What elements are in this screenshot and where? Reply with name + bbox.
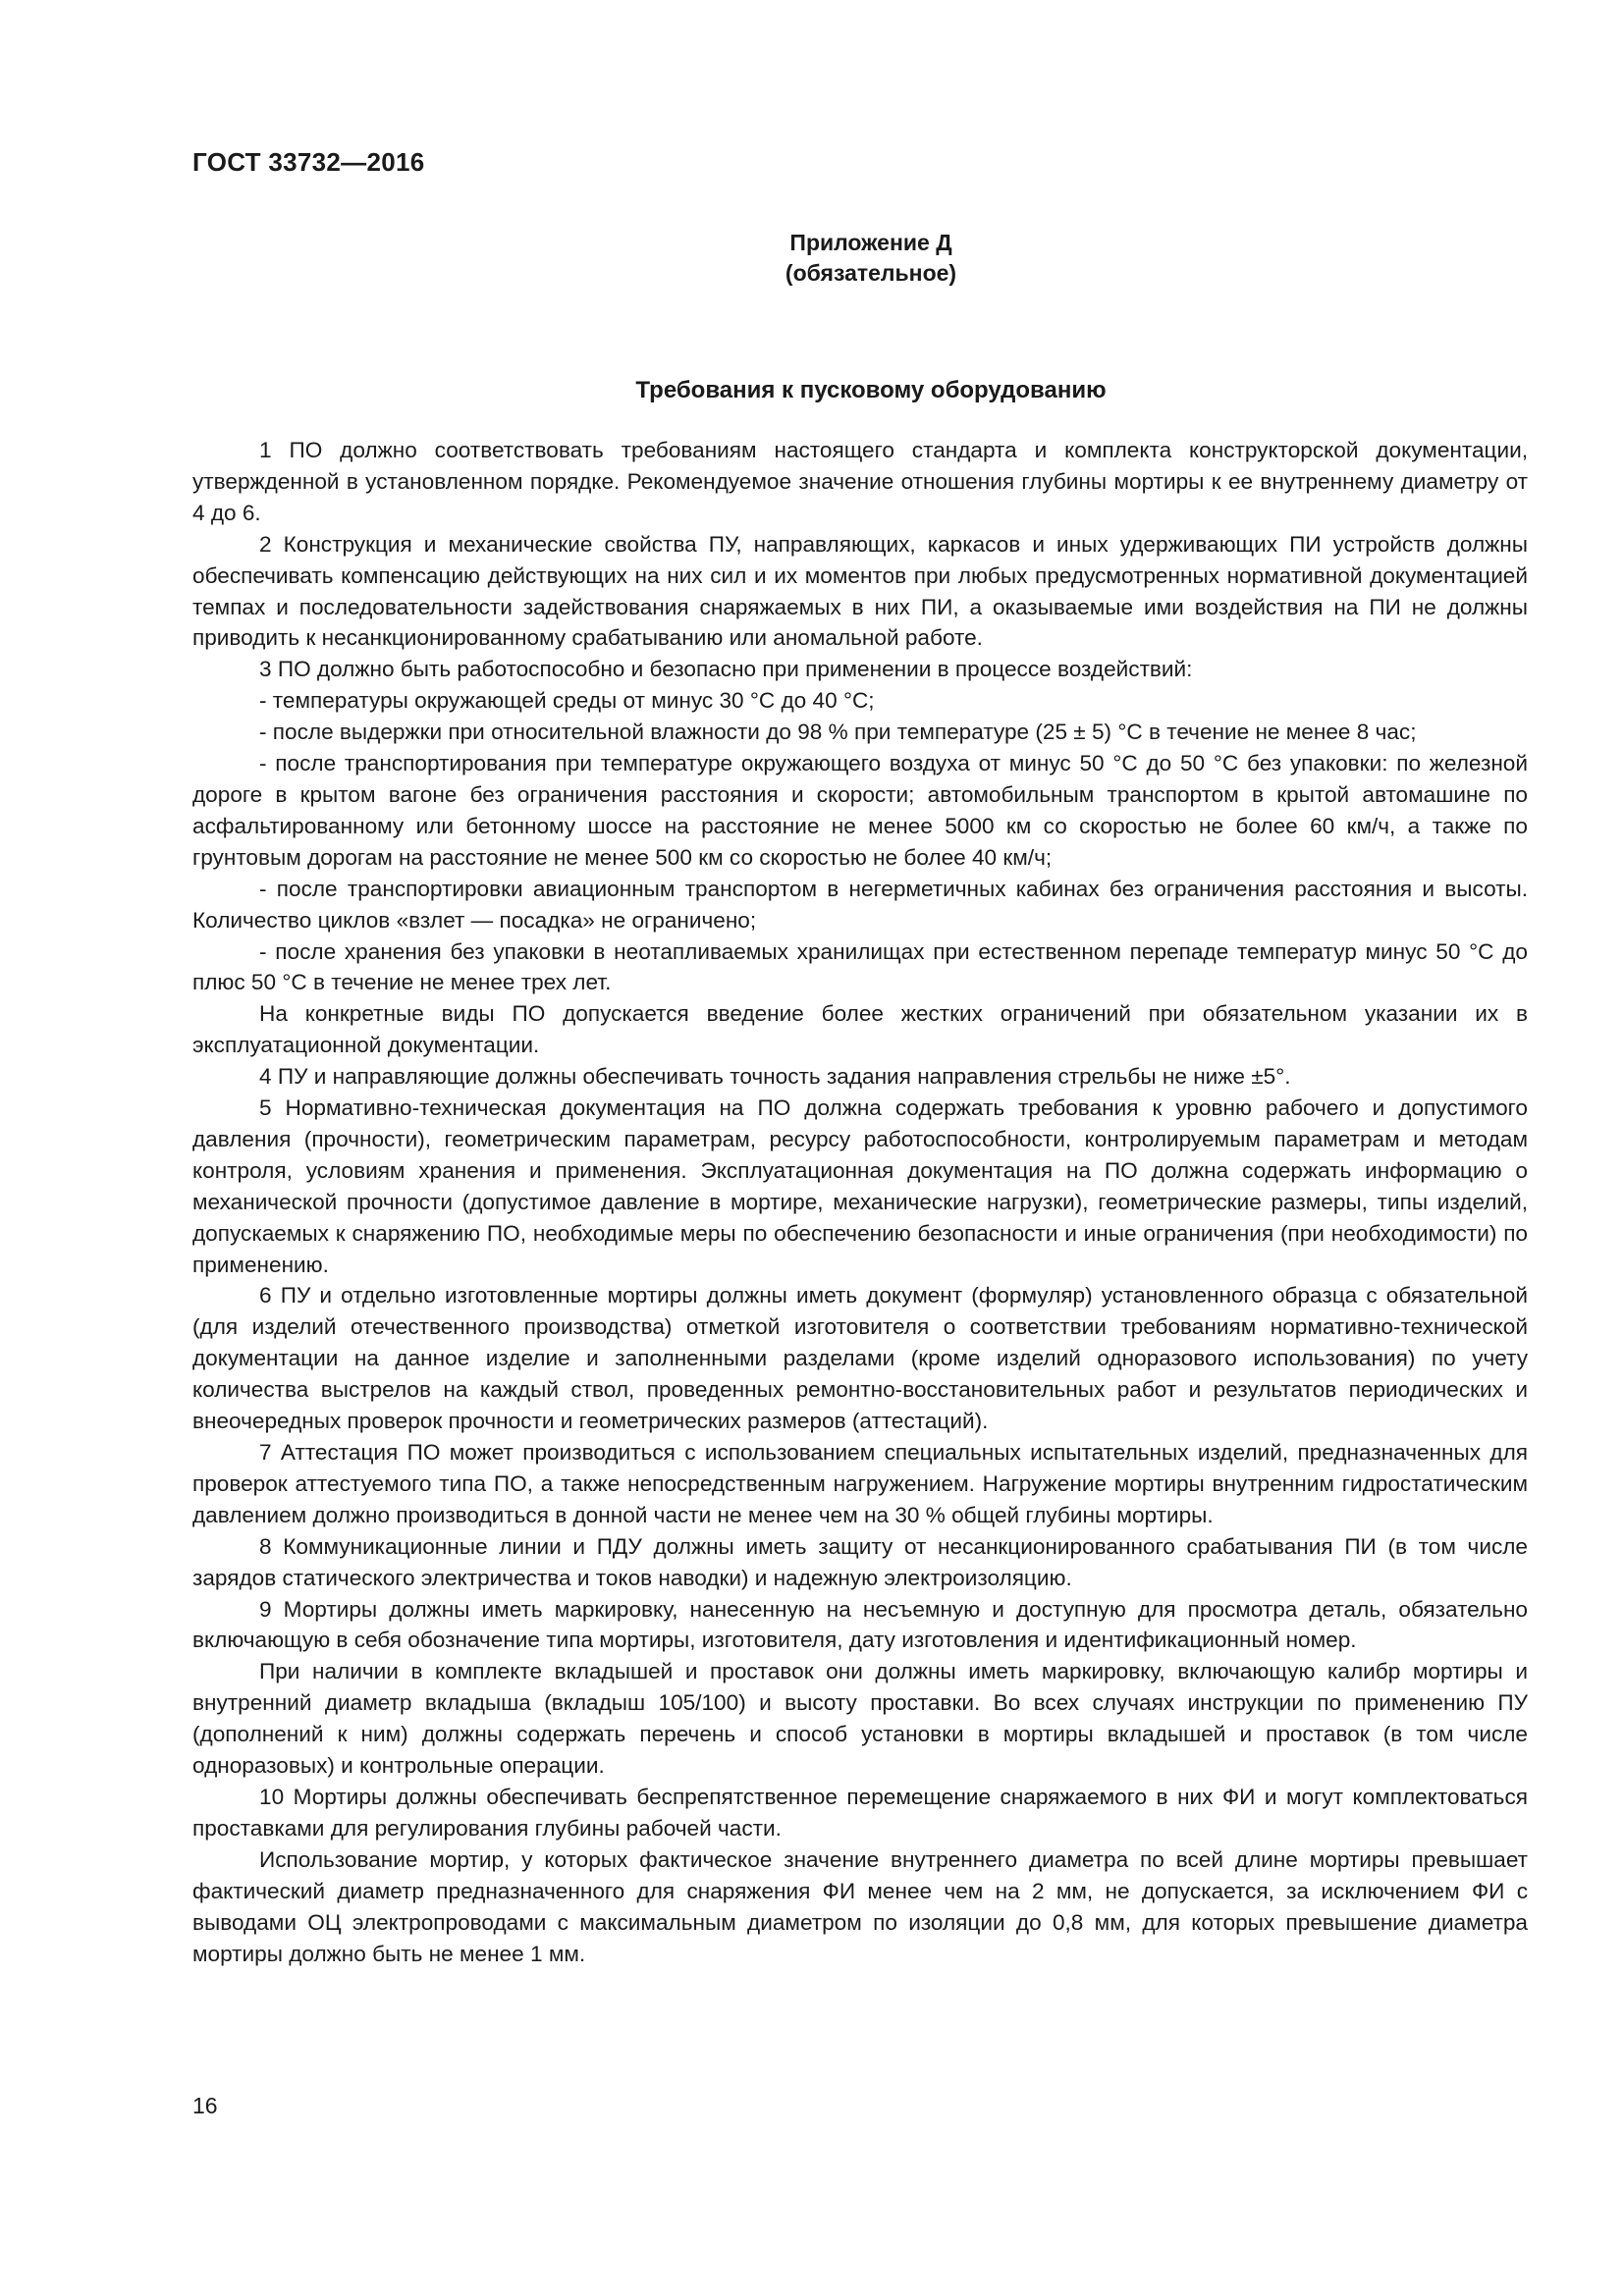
appendix-heading [0, 228, 1624, 289]
paragraph: 8 Коммуникационные линии и ПДУ должны иметь защиту от несанкционированного срабатывания ПИ (в том числе зарядов статического электричества и токов наводки) и надежную электроизоляцию. [192, 1533, 1528, 1590]
paragraph: 6 ПУ и отдельно изготовленные мортиры должны иметь документ (формуляр) установленного образца с обязательной (для изделий отечественного производства) отметкой изготовителя о соответствии требованиям нормативно-технической документации на данное изделие и заполненными разделами (кроме изделий одноразового использования) по учету количества выстрелов на каждый ствол, проведенных ремонтно-восстановительных работ и результатов периодических и внеочередных проверок прочности и геометрических размеров (аттестаций). [192, 1283, 1528, 1434]
paragraph: 3 ПО должно быть работоспособно и безопасно при применении в процессе воздействий: [259, 657, 1193, 682]
page-number: 16 [192, 2093, 218, 2118]
appendix-status: (обязательное) [785, 260, 957, 286]
appendix-title: Приложение Д [789, 230, 952, 255]
list-item: - после хранения без упаковки в неотапливаемых хранилищах при естественном перепаде температур минус 50 °С до плюс 50 °С в течение не менее трех лет. [192, 938, 1528, 995]
paragraph: 1 ПО должно соответствовать требованиям настоящего стандарта и комплекта конструкторской документации, утвержденной в установленном порядке. Рекомендуемое значение отношения глубины мортиры к ее внутреннему диаметру от 4 до 6. [192, 438, 1528, 525]
paragraph: 9 Мортиры должны иметь маркировку, нанесенную на несъемную и доступную для просмотра деталь, обязательно включающую в себя обозначение типа мортиры, изготовителя, дату изготовления и идентификационный номер. [192, 1596, 1528, 1653]
paragraph: Использование мортир, у которых фактическое значение внутреннего диаметра по всей длине мортиры превышает фактический диаметр предназначенного для снаряжения ФИ менее чем на 2 мм, не допускается, за исключением ФИ с выводами ОЦ электропроводами с максимальным диаметром по изоляции до 0,8 мм, для которых превышение диаметра мортиры должно быть не менее 1 мм. [192, 1846, 1528, 1966]
paragraph: 10 Мортиры должны обеспечивать беспрепятственное перемещение снаряжаемого в них ФИ и могут комплектоваться проставками для регулирования глубины рабочей части. [192, 1784, 1528, 1841]
list-item: - температуры окружающей среды от минус 30 °С до 40 °С; [259, 688, 875, 714]
paragraph: 2 Конструкция и механические свойства ПУ, направляющих, каркасов и иных удерживающих ПИ устройств должны обеспечивать компенсацию действующих на них сил и их моментов при любых предусмотренных нормативной документацией темпах и последовательности задействования снаряжаемых в них ПИ, а оказываемые ими воздействия на ПИ не должны приводить к несанкционированному срабатыванию или аномальной работе. [192, 531, 1528, 651]
paragraph: На конкретные виды ПО допускается введение более жестких ограничений при обязательном указании их в эксплуатационной документации. [192, 1001, 1528, 1058]
paragraph: При наличии в комплекте вкладышей и проставок они должны иметь маркировку, включающую калибр мортиры и внутренний диаметр вкладыша (вкладыш 105/100) и высоту проставки. Во всех случаях инструкции по применению ПУ (дополнений к ним) должны содержать перечень и способ установки в мортиры вкладышей и проставок (в том числе одноразовых) и контрольные операции. [192, 1659, 1528, 1779]
paragraph: 7 Аттестация ПО может производиться с использованием специальных испытательных изделий, предназначенных для проверок аттестуемого типа ПО, а также непосредственным нагружением. Нагружение мортиры внутренним гидростатическим давлением должно производиться в донной части не менее чем на 30 % общей глубины мортиры. [192, 1440, 1528, 1527]
standard-header: ГОСТ 33732—2016 [192, 147, 425, 177]
list-item: - после транспортирования при температуре окружающего воздуха от минус 50 °С до 50 °С без упаковки: по железной дороге в крытом вагоне без ограничения расстояния и скорости; автомобильным транспортом в крытой автомашине по асфальтированному или бетонному шоссе на расстояние не менее 5000 км со скоростью не более 60 км/ч, а также по грунтовым дорогам на расстояние не менее 500 км со скоростью не более 40 км/ч; [192, 751, 1528, 870]
paragraph: 4 ПУ и направляющие должны обеспечивать точность задания направления стрельбы не ниже ±5°. [259, 1064, 1291, 1090]
list-item: - после транспортировки авиационным транспортом в негерметичных кабинах без ограничения расстояния и высоты. Количество циклов «взлет — посадка» не ограничено; [192, 876, 1528, 933]
list-item: - после выдержки при относительной влажности до 98 % при температуре (25 ± 5) °С в течение не менее 8 час; [259, 720, 1417, 745]
body-text [192, 435, 1528, 1969]
section-title: Требования к пусковому оборудованию [635, 377, 1107, 403]
paragraph: 5 Нормативно-техническая документация на ПО должна содержать требования к уровню рабочего и допустимого давления (прочности), геометрическим параметрам, ресурсу работоспособности, контролируемым параметрам и методам контроля, условиям хранения и применения. Эксплуатационная документация на ПО должна содержать информацию о механической прочности (допустимое давление в мортире, механические нагрузки), геометрические размеры, типы изделий, допускаемых к снаряжению ПО, необходимые меры по обеспечению безопасности и иные ограничения (при необходимости) по применению. [192, 1095, 1528, 1277]
